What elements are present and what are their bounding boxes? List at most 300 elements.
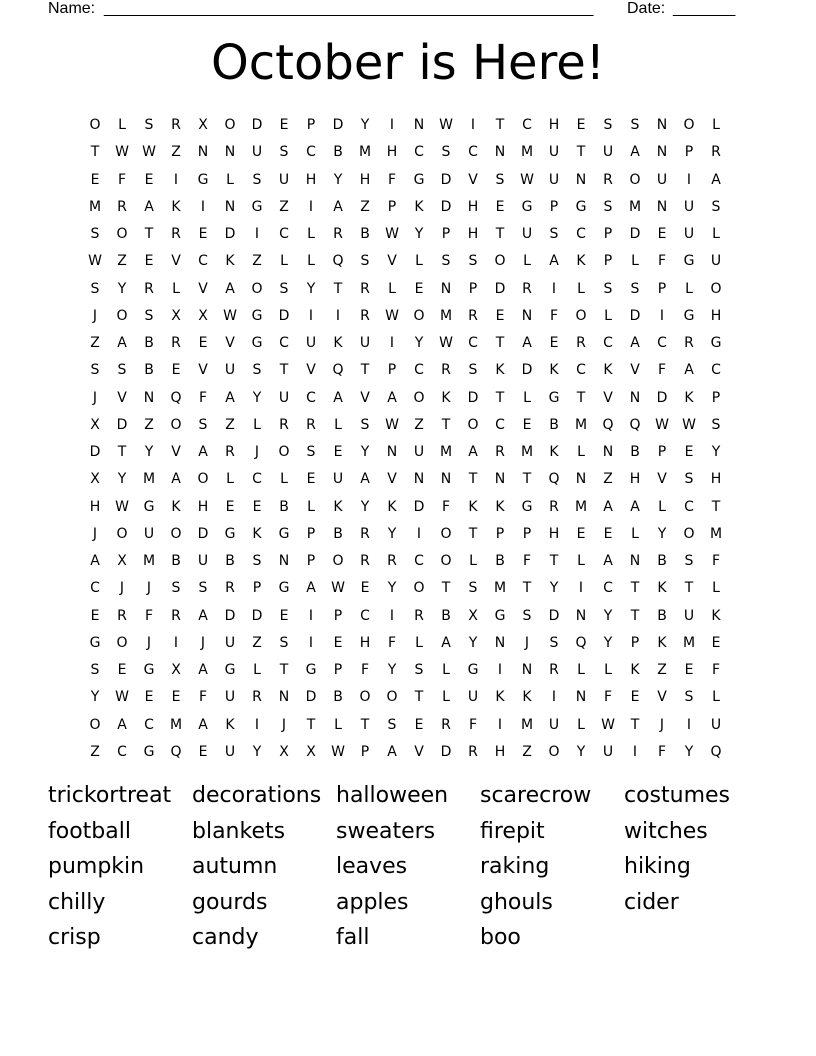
grid-letter: T (495, 389, 505, 406)
grid-letter: N (224, 198, 236, 215)
grid-letter: G (467, 662, 479, 678)
grid-letter: I (308, 198, 314, 215)
grid-letter: O (359, 689, 371, 706)
grid-letter: A (198, 444, 208, 460)
grid-letter: S (549, 226, 559, 242)
grid-letter: B (144, 335, 154, 351)
word-list-item: football (48, 818, 131, 844)
grid-letter: I (497, 662, 503, 678)
grid-letter: L (172, 280, 180, 297)
grid-letter: R (522, 280, 532, 297)
grid-letter: J (92, 389, 98, 406)
grid-letter: P (630, 634, 640, 651)
grid-letter: T (414, 689, 424, 706)
grid-letter: A (630, 335, 640, 351)
grid-letter: K (684, 389, 694, 406)
grid-letter: S (252, 171, 262, 188)
grid-letter: Y (387, 525, 397, 542)
word-list-item: chilly (48, 889, 106, 915)
grid-letter: R (171, 117, 181, 133)
grid-letter: S (684, 471, 694, 488)
grid-letter: N (575, 607, 587, 624)
grid-letter: P (252, 580, 262, 597)
grid-letter: C (414, 362, 424, 379)
grid-letter: L (631, 525, 639, 542)
grid-letter: G (278, 525, 290, 542)
grid-letter: B (549, 416, 559, 433)
grid-letter: A (225, 280, 235, 297)
word-list-item: crisp (48, 925, 101, 950)
grid-letter: G (494, 607, 506, 624)
grid-letter: E (171, 689, 181, 706)
grid-letter: O (116, 634, 128, 651)
grid-letter: N (440, 280, 452, 297)
grid-letter: E (252, 498, 262, 515)
grid-letter: U (467, 689, 479, 706)
grid-letter: I (173, 171, 179, 188)
grid-letter: Y (90, 689, 100, 706)
grid-letter: R (441, 362, 451, 379)
grid-letter: S (117, 362, 127, 379)
grid-letter: D (440, 198, 452, 215)
grid-letter: O (683, 117, 695, 133)
grid-letter: U (332, 471, 344, 488)
grid-letter: A (144, 198, 154, 215)
grid-letter: S (306, 444, 316, 460)
grid-letter: C (144, 716, 154, 733)
grid-letter: C (306, 389, 316, 406)
grid-letter: C (117, 743, 127, 760)
grid-letter: H (305, 171, 317, 188)
grid-letter: U (710, 253, 722, 270)
grid-letter: E (414, 716, 424, 733)
grid-letter: U (683, 198, 695, 215)
grid-letter: N (575, 471, 587, 488)
grid-letter: L (226, 471, 234, 488)
grid-letter: J (119, 580, 125, 597)
grid-letter: W (655, 416, 669, 433)
word-list-item: fall (336, 925, 370, 950)
grid-letter: D (89, 444, 101, 460)
grid-letter: D (224, 607, 236, 624)
grid-letter: D (494, 280, 506, 297)
grid-letter: C (252, 471, 262, 488)
grid-letter: D (332, 117, 344, 133)
grid-letter: P (549, 198, 559, 215)
grid-letter: I (335, 307, 341, 324)
grid-letter: A (198, 662, 208, 678)
grid-letter: T (360, 362, 370, 379)
grid-letter: B (225, 553, 235, 569)
grid-letter: Y (117, 471, 127, 488)
grid-letter: L (118, 117, 126, 133)
grid-letter: S (360, 253, 370, 270)
grid-letter: B (441, 607, 451, 624)
grid-letter: R (360, 307, 370, 324)
grid-letter: U (548, 171, 560, 188)
grid-letter: G (683, 253, 695, 270)
grid-letter: J (200, 634, 206, 651)
word-list-item: candy (192, 925, 259, 950)
grid-letter: I (308, 607, 314, 624)
grid-letter: Z (414, 416, 424, 433)
grid-letter: L (253, 416, 261, 433)
grid-letter: D (413, 498, 425, 515)
grid-letter: Z (117, 253, 127, 270)
grid-letter: I (389, 607, 395, 624)
grid-letter: S (90, 280, 100, 297)
grid-letter: C (279, 335, 289, 351)
grid-letter: Q (332, 253, 344, 270)
grid-letter: W (331, 580, 345, 597)
grid-letter: P (306, 553, 316, 569)
grid-letter: O (278, 444, 290, 460)
grid-letter: L (253, 662, 261, 678)
grid-letter: K (333, 498, 343, 515)
grid-letter: J (281, 716, 287, 733)
grid-letter: S (630, 280, 640, 297)
grid-letter: I (632, 743, 638, 760)
grid-letter: X (198, 117, 208, 133)
grid-letter: T (630, 607, 640, 624)
grid-letter: T (117, 444, 127, 460)
grid-letter: A (441, 634, 451, 651)
grid-letter: N (629, 553, 641, 569)
grid-letter: P (360, 743, 370, 760)
grid-letter: L (685, 280, 693, 297)
grid-letter: R (225, 444, 235, 460)
grid-letter: Y (144, 444, 154, 460)
grid-letter: L (712, 689, 720, 706)
grid-letter: S (90, 226, 100, 242)
grid-letter: N (575, 689, 587, 706)
word-list-item: blankets (192, 818, 286, 844)
grid-letter: I (686, 716, 692, 733)
grid-letter: N (278, 553, 290, 569)
grid-letter: L (280, 471, 288, 488)
grid-letter: E (576, 117, 586, 133)
grid-letter: B (333, 689, 343, 706)
grid-letter: T (522, 580, 532, 597)
grid-letter: A (117, 716, 127, 733)
grid-letter: L (388, 280, 396, 297)
grid-letter: L (469, 553, 477, 569)
grid-letter: Z (225, 416, 235, 433)
grid-letter: I (308, 307, 314, 324)
grid-letter: N (656, 198, 668, 215)
grid-letter: M (88, 198, 102, 215)
grid-letter: O (224, 117, 236, 133)
grid-letter: A (522, 335, 532, 351)
grid-letter: O (413, 307, 425, 324)
grid-letter: J (254, 444, 260, 460)
grid-letter: M (493, 580, 507, 597)
grid-letter: H (548, 525, 560, 542)
grid-letter: F (198, 689, 208, 706)
grid-letter: A (630, 144, 640, 161)
grid-letter: U (683, 607, 695, 624)
grid-letter: S (468, 580, 478, 597)
grid-letter: U (602, 743, 614, 760)
grid-letter: G (143, 743, 155, 760)
grid-letter: P (333, 607, 343, 624)
grid-letter: C (711, 362, 721, 379)
grid-letter: M (142, 553, 156, 569)
word-list-item: boo (480, 925, 521, 950)
grid-letter: I (686, 171, 692, 188)
grid-letter: J (92, 307, 98, 324)
grid-letter: U (278, 389, 290, 406)
word-list-item: witches (624, 818, 708, 844)
grid-letter: D (278, 307, 290, 324)
grid-letter: W (439, 117, 453, 133)
grid-letter: A (684, 362, 694, 379)
grid-letter: D (656, 389, 668, 406)
grid-letter: A (90, 553, 100, 569)
grid-letter: O (710, 280, 722, 297)
word-list-item: pumpkin (48, 854, 145, 879)
grid-letter: C (360, 607, 370, 624)
grid-letter: Y (252, 743, 262, 760)
grid-letter: A (198, 607, 208, 624)
grid-letter: V (468, 171, 478, 188)
grid-letter: H (710, 471, 722, 488)
grid-letter: N (494, 634, 506, 651)
grid-letter: U (224, 743, 236, 760)
grid-letter: Y (360, 444, 370, 460)
grid-letter: Q (575, 634, 587, 651)
grid-letter: Y (468, 634, 478, 651)
grid-letter: M (709, 525, 723, 542)
grid-letter: A (306, 580, 316, 597)
grid-letter: X (198, 307, 208, 324)
grid-letter: L (604, 662, 612, 678)
grid-letter: R (387, 553, 397, 569)
word-list-item: costumes (624, 783, 731, 808)
grid-letter: K (333, 335, 343, 351)
grid-letter: T (468, 525, 478, 542)
grid-letter: I (416, 525, 422, 542)
grid-letter: L (577, 280, 585, 297)
grid-letter: P (306, 525, 316, 542)
grid-letter: F (360, 662, 370, 678)
grid-letter: U (224, 362, 236, 379)
grid-letter: Y (360, 498, 370, 515)
grid-letter: R (468, 743, 478, 760)
grid-letter: V (657, 471, 667, 488)
grid-letter: U (683, 226, 695, 242)
grid-letter: C (306, 144, 316, 161)
grid-letter: Y (360, 117, 370, 133)
grid-letter: G (89, 634, 101, 651)
grid-letter: E (333, 634, 343, 651)
grid-letter: L (307, 253, 315, 270)
grid-letter: G (278, 580, 290, 597)
grid-letter: K (468, 498, 478, 515)
page-title: October is Here! (210, 35, 606, 91)
grid-letter: N (413, 471, 425, 488)
grid-letter: K (225, 716, 235, 733)
grid-letter: I (389, 117, 395, 133)
grid-letter: W (115, 498, 129, 515)
grid-letter: A (387, 743, 397, 760)
grid-letter: S (603, 280, 613, 297)
grid-letter: T (468, 471, 478, 488)
grid-letter: K (549, 362, 559, 379)
grid-letter: I (173, 634, 179, 651)
grid-letter: C (522, 117, 532, 133)
grid-letter: R (603, 171, 613, 188)
grid-letter: O (629, 171, 641, 188)
grid-letter: L (334, 716, 342, 733)
grid-letter: X (90, 471, 100, 488)
grid-letter: U (548, 716, 560, 733)
grid-letter: M (358, 144, 372, 161)
grid-letter: W (601, 716, 615, 733)
grid-letter: F (144, 607, 154, 624)
grid-letter: Y (333, 171, 343, 188)
grid-letter: C (603, 580, 613, 597)
grid-letter: T (279, 662, 289, 678)
grid-letter: H (197, 498, 209, 515)
grid-letter: P (603, 253, 613, 270)
grid-letter: F (711, 553, 721, 569)
grid-letter: X (171, 307, 181, 324)
grid-letter: P (657, 280, 667, 297)
word-list-item: apples (336, 889, 409, 915)
grid-letter: K (495, 498, 505, 515)
grid-letter: B (333, 144, 343, 161)
grid-letter: V (198, 362, 208, 379)
grid-letter: O (413, 389, 425, 406)
grid-letter: Y (252, 389, 262, 406)
grid-letter: L (442, 689, 450, 706)
grid-letter: K (441, 389, 451, 406)
grid-letter: T (306, 716, 316, 733)
grid-letter: W (385, 416, 399, 433)
grid-letter: J (659, 716, 665, 733)
grid-letter: E (279, 117, 289, 133)
grid-letter: S (198, 580, 208, 597)
grid-letter: P (387, 362, 397, 379)
grid-letter: M (142, 471, 156, 488)
grid-letter: Z (657, 662, 667, 678)
grid-letter: Z (90, 335, 100, 351)
grid-letter: P (657, 444, 667, 460)
grid-letter: Y (684, 743, 694, 760)
grid-letter: D (197, 525, 209, 542)
grid-letter: E (495, 198, 505, 215)
grid-letter: C (468, 335, 478, 351)
grid-letter: A (603, 498, 613, 515)
grid-letter: W (142, 144, 156, 161)
grid-letter: A (387, 389, 397, 406)
grid-letter: F (603, 689, 613, 706)
grid-letter: L (523, 389, 531, 406)
grid-letter: N (386, 444, 398, 460)
grid-letter: E (522, 416, 532, 433)
grid-letter: D (548, 607, 560, 624)
grid-letter: Y (657, 525, 667, 542)
grid-letter: K (414, 198, 424, 215)
grid-letter: L (712, 226, 720, 242)
grid-letter: V (360, 389, 370, 406)
grid-letter: T (630, 580, 640, 597)
grid-letter: A (198, 716, 208, 733)
grid-letter: M (574, 498, 588, 515)
word-list-item: decorations (192, 783, 322, 808)
grid-letter: Y (387, 580, 397, 597)
header (48, 0, 748, 20)
grid-letter: A (549, 253, 559, 270)
grid-letter: G (224, 525, 236, 542)
grid-letter: T (711, 498, 721, 515)
grid-letter: G (305, 662, 317, 678)
grid-letter: L (307, 226, 315, 242)
grid-letter: F (657, 253, 667, 270)
grid-letter: Z (252, 634, 262, 651)
grid-letter: L (604, 307, 612, 324)
grid-letter: V (225, 335, 235, 351)
grid-letter: E (711, 634, 721, 651)
grid-letter: H (467, 198, 479, 215)
grid-letter: K (522, 689, 532, 706)
word-list-item: firepit (480, 818, 545, 844)
grid-letter: S (144, 117, 154, 133)
grid-letter: T (495, 226, 505, 242)
date-label: Date: (627, 0, 666, 17)
grid-letter: L (334, 416, 342, 433)
grid-letter: P (522, 525, 532, 542)
grid-letter: G (197, 171, 209, 188)
grid-letter: G (521, 498, 533, 515)
grid-letter: E (198, 335, 208, 351)
word-list-item: raking (480, 854, 550, 879)
grid-letter: A (603, 553, 613, 569)
grid-letter: Y (603, 607, 613, 624)
grid-letter: V (387, 471, 397, 488)
grid-letter: I (254, 226, 260, 242)
grid-letter: S (495, 171, 505, 188)
grid-letter: I (200, 198, 206, 215)
grid-letter: Y (576, 743, 586, 760)
grid-letter: E (198, 743, 208, 760)
grid-letter: L (415, 634, 423, 651)
grid-letter: S (603, 117, 613, 133)
grid-letter: R (225, 580, 235, 597)
grid-letter: K (171, 198, 181, 215)
grid-letter: P (603, 226, 613, 242)
grid-letter: F (522, 553, 532, 569)
grid-letter: D (629, 307, 641, 324)
grid-letter: R (117, 607, 127, 624)
grid-letter: Y (414, 226, 424, 242)
grid-letter: K (630, 662, 640, 678)
grid-letter: K (711, 607, 721, 624)
grid-letter: S (279, 280, 289, 297)
grid-letter: Y (414, 335, 424, 351)
grid-letter: Q (710, 743, 722, 760)
grid-letter: U (521, 226, 533, 242)
grid-letter: N (224, 144, 236, 161)
grid-letter: V (198, 280, 208, 297)
grid-letter: Y (549, 580, 559, 597)
word-list-item: autumn (192, 854, 278, 879)
grid-letter: E (117, 662, 127, 678)
grid-letter: O (440, 525, 452, 542)
grid-letter: J (146, 580, 152, 597)
grid-letter: G (683, 307, 695, 324)
